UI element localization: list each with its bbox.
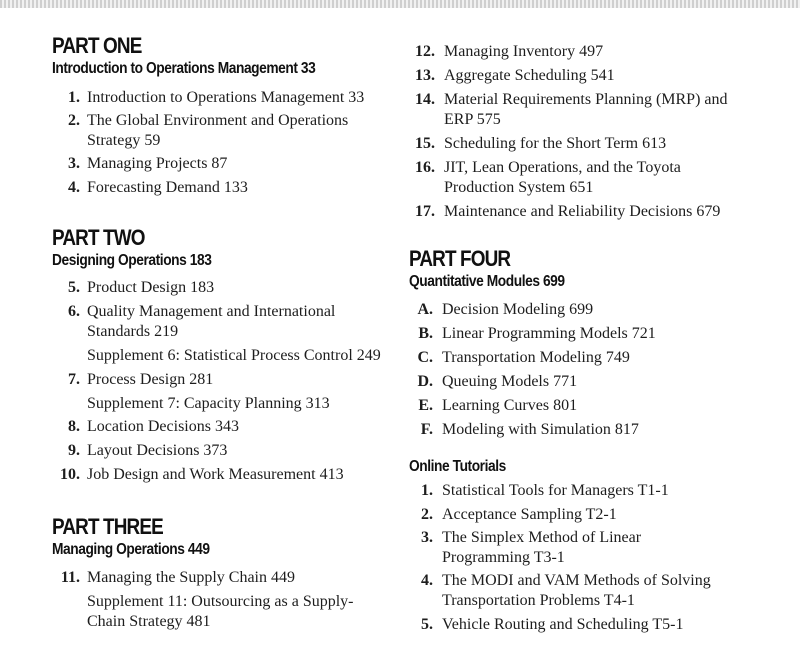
module-letter: D. bbox=[417, 373, 433, 390]
chapter-title: Maintenance and Reliability Decisions 679 bbox=[444, 203, 721, 220]
module-title: Linear Programming Models 721 bbox=[442, 325, 656, 342]
toc-entry-7 bbox=[52, 370, 392, 390]
tutorial-number: 5. bbox=[421, 616, 433, 633]
tutorial-title: Statistical Tools for Managers T1-1 bbox=[442, 482, 669, 499]
tutorial-entry-2 bbox=[409, 505, 789, 525]
chapter-title: The Global Environment and Operations Strategy 59 bbox=[87, 112, 349, 149]
module-letter: E. bbox=[418, 397, 433, 414]
chapter-number: 13. bbox=[415, 67, 435, 84]
chapter-title: Introduction to Operations Management 33 bbox=[87, 89, 365, 106]
toc-entry-5 bbox=[52, 278, 392, 298]
chapter-title: Aggregate Scheduling 541 bbox=[444, 67, 615, 84]
tutorial-title: Vehicle Routing and Scheduling T5-1 bbox=[442, 616, 684, 633]
chapter-title: Managing Projects 87 bbox=[87, 155, 228, 172]
chapter-number: 14. bbox=[415, 91, 435, 108]
chapter-number: 17. bbox=[415, 203, 435, 220]
online-tutorials-header bbox=[409, 456, 522, 476]
tutorial-title: Acceptance Sampling T2-1 bbox=[442, 506, 617, 523]
toc-entry-8 bbox=[52, 417, 392, 437]
toc-entry-10 bbox=[52, 465, 397, 485]
chapter-number: 3. bbox=[68, 155, 80, 172]
module-title: Modeling with Simulation 817 bbox=[442, 421, 639, 438]
module-letter: C. bbox=[417, 349, 433, 366]
toc-entry-9 bbox=[52, 441, 392, 461]
module-letter: F. bbox=[420, 421, 433, 438]
module-letter: B. bbox=[418, 325, 433, 342]
chapter-title: Location Decisions 343 bbox=[87, 418, 239, 435]
chapter-title: Managing Inventory 497 bbox=[444, 43, 604, 60]
chapter-number: 5. bbox=[68, 279, 80, 296]
supplement-entry-11 bbox=[52, 592, 392, 632]
chapter-title: Product Design 183 bbox=[87, 279, 215, 296]
module-entry-b bbox=[409, 324, 789, 344]
chapter-title: Quality Management and International Standards 219 bbox=[87, 303, 336, 340]
chapter-title: Job Design and Work Measurement 413 bbox=[87, 466, 344, 483]
tutorial-entry-5 bbox=[409, 615, 789, 635]
tutorial-entry-1 bbox=[409, 481, 789, 501]
part-title: PART FOUR bbox=[409, 246, 511, 271]
module-entry-a bbox=[409, 300, 789, 320]
tutorial-entry-4 bbox=[409, 571, 789, 611]
chapter-number: 2. bbox=[68, 112, 80, 129]
module-title: Learning Curves 801 bbox=[442, 397, 578, 414]
part-one-header bbox=[52, 34, 358, 78]
chapter-number: 8. bbox=[68, 418, 80, 435]
chapter-number: 1. bbox=[68, 89, 80, 106]
tutorial-entry-3 bbox=[409, 528, 789, 568]
chapter-number: 15. bbox=[415, 135, 435, 152]
tutorial-number: 4. bbox=[421, 572, 433, 589]
scan-top-band bbox=[0, 0, 800, 8]
part-subtitle: Quantitative Modules 699 bbox=[409, 273, 565, 290]
part-three-header bbox=[52, 515, 235, 559]
chapter-number: 11. bbox=[60, 569, 80, 586]
supplement-title: Supplement 11: Outsourcing as a Supply-Chain Strategy 481 bbox=[87, 593, 354, 630]
chapter-title: Layout Decisions 373 bbox=[87, 442, 228, 459]
toc-entry-6 bbox=[52, 302, 392, 342]
module-title: Transportation Modeling 749 bbox=[442, 349, 630, 366]
module-entry-e bbox=[409, 396, 789, 416]
toc-entry-15 bbox=[409, 134, 789, 154]
part-two-header bbox=[52, 226, 237, 270]
tutorial-number: 3. bbox=[421, 529, 433, 546]
toc-entry-4 bbox=[52, 178, 392, 198]
section-subtitle: Online Tutorials bbox=[409, 458, 506, 475]
chapter-number: 9. bbox=[68, 442, 80, 459]
part-four-header bbox=[409, 247, 590, 291]
tutorial-number: 1. bbox=[421, 482, 433, 499]
chapter-title: Material Requirements Planning (MRP) and ERP 575 bbox=[444, 91, 728, 128]
chapter-title: Managing the Supply Chain 449 bbox=[87, 569, 295, 586]
part-subtitle: Introduction to Operations Management 33 bbox=[52, 60, 316, 77]
chapter-title: Process Design 281 bbox=[87, 371, 214, 388]
part-subtitle: Designing Operations 183 bbox=[52, 252, 212, 269]
chapter-title: Forecasting Demand 133 bbox=[87, 179, 248, 196]
part-title: PART THREE bbox=[52, 514, 163, 539]
toc-entry-2 bbox=[52, 111, 392, 151]
toc-entry-11 bbox=[52, 568, 392, 588]
toc-entry-16 bbox=[409, 158, 789, 198]
module-entry-c bbox=[409, 348, 789, 368]
chapter-number: 16. bbox=[415, 159, 435, 176]
supplement-entry-7: Supplement 7: Capacity Planning 313 bbox=[87, 395, 330, 412]
toc-entry-1 bbox=[52, 88, 392, 108]
toc-entry-17 bbox=[409, 202, 789, 222]
tutorial-title: The MODI and VAM Methods of Solving Transportation Problems T4-1 bbox=[442, 572, 711, 609]
toc-entry-3 bbox=[52, 154, 392, 174]
toc-entry-12 bbox=[409, 42, 789, 62]
chapter-number: 10. bbox=[60, 466, 80, 483]
chapter-number: 4. bbox=[68, 179, 80, 196]
part-subtitle: Managing Operations 449 bbox=[52, 541, 210, 558]
module-title: Queuing Models 771 bbox=[442, 373, 578, 390]
toc-entry-14 bbox=[409, 90, 789, 130]
chapter-number: 6. bbox=[68, 303, 80, 320]
tutorial-title: The Simplex Method of Linear Programming T3-1 bbox=[442, 529, 642, 566]
part-title: PART ONE bbox=[52, 33, 142, 58]
module-letter: A. bbox=[417, 301, 433, 318]
chapter-title: JIT, Lean Operations, and the Toyota Production System 651 bbox=[444, 159, 681, 196]
chapter-title: Scheduling for the Short Term 613 bbox=[444, 135, 667, 152]
part-title: PART TWO bbox=[52, 225, 145, 250]
module-title: Decision Modeling 699 bbox=[442, 301, 594, 318]
chapter-number: 12. bbox=[415, 43, 435, 60]
chapter-number: 7. bbox=[68, 371, 80, 388]
tutorial-number: 2. bbox=[421, 506, 433, 523]
toc-entry-13 bbox=[409, 66, 789, 86]
module-entry-f bbox=[409, 420, 789, 440]
module-entry-d bbox=[409, 372, 789, 392]
supplement-entry-6: Supplement 6: Statistical Process Control 249 bbox=[87, 347, 381, 364]
